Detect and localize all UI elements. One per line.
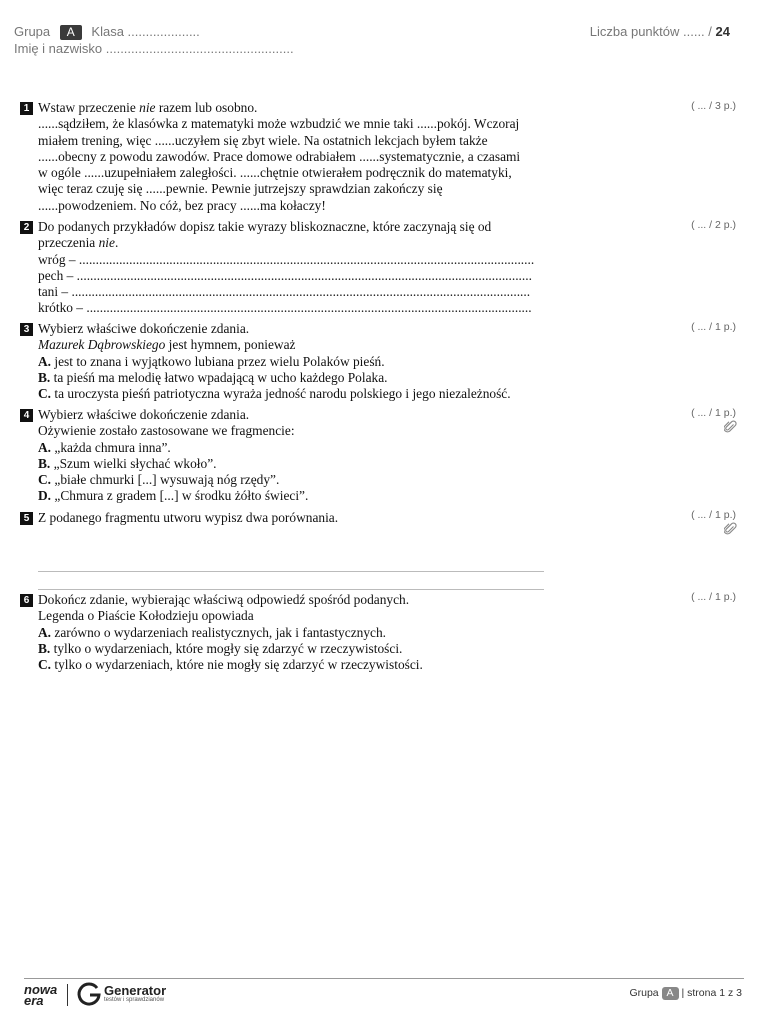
task-points: ( ... / 1 p.) bbox=[691, 321, 736, 333]
option-c[interactable] bbox=[38, 657, 565, 673]
task-instruction: Z podanego fragmentu utworu wypisz dwa porównania. bbox=[38, 510, 339, 525]
task-instruction: . bbox=[114, 235, 119, 251]
option-b[interactable] bbox=[38, 456, 565, 472]
answer-line[interactable]: krótko – ..................................................................................................................................... bbox=[38, 300, 532, 316]
points-label: Liczba punktów ...... / bbox=[589, 24, 712, 39]
option-d[interactable] bbox=[38, 488, 565, 504]
footer-group-badge: A bbox=[662, 987, 679, 1000]
answer-line[interactable] bbox=[38, 589, 544, 590]
header-group-class bbox=[14, 24, 200, 40]
task-text-line: ......sądziłem, że klasówka z matematyki może wzbudzić we mnie taki ......pokój. Wczoraj bbox=[38, 116, 520, 132]
task-instruction-emphasis: nie bbox=[98, 235, 115, 251]
task-instruction: razem lub osobno. bbox=[155, 100, 258, 115]
task-instruction-emphasis: nie bbox=[139, 100, 156, 115]
task-instruction: Wybierz właściwe dokończenie zdania. bbox=[38, 321, 250, 336]
option-letter: C. bbox=[38, 657, 52, 673]
option-letter: B. bbox=[38, 369, 51, 385]
logo-text: nowa bbox=[24, 982, 58, 997]
option-letter: C. bbox=[38, 472, 52, 488]
footer-group-label: Grupa bbox=[629, 987, 659, 999]
task-text-line: w ogóle ......uzupełniałem zaległości. ......chętnie otwierałem podręcznik do matematyki, bbox=[38, 165, 512, 181]
task-number: 3 bbox=[20, 323, 33, 336]
option-text: jest to znana i wyjątkowo lubiana przez wielu Polaków pieśń. bbox=[51, 353, 385, 369]
class-field: Klasa .................... bbox=[91, 24, 200, 39]
task-number: 1 bbox=[20, 102, 33, 115]
group-label: Grupa bbox=[14, 24, 51, 39]
points-total bbox=[590, 24, 730, 39]
group-badge: A bbox=[60, 25, 82, 40]
task-stem-emphasis: Mazurek Dąbrowskiego bbox=[38, 337, 166, 353]
option-text: „Chmura z gradem [...] w środku żółto świeci”. bbox=[51, 488, 309, 504]
task-stem: Legenda o Piaście Kołodzieju opowiada bbox=[38, 608, 254, 624]
task-points: ( ... / 1 p.) bbox=[691, 591, 736, 603]
logo-text: era bbox=[24, 993, 44, 1008]
option-text: „każda chmura inna”. bbox=[51, 439, 171, 455]
nowa-era-logo bbox=[24, 984, 57, 1006]
option-letter: D. bbox=[38, 488, 52, 504]
option-text: zarówno o wydarzeniach realistycznych, jak i fantastycznych. bbox=[51, 624, 387, 640]
page-info bbox=[629, 987, 742, 1000]
student-name-field: Imię i nazwisko .................................................... bbox=[14, 41, 294, 56]
footer-divider bbox=[24, 978, 744, 979]
generator-logo-icon bbox=[76, 981, 102, 1007]
task-2 bbox=[20, 219, 565, 317]
task-number: 4 bbox=[20, 409, 33, 422]
task-stem: Ożywienie zostało zastosowane we fragmencie: bbox=[38, 423, 295, 439]
task-4 bbox=[20, 407, 565, 505]
paperclip-icon[interactable] bbox=[724, 522, 737, 540]
option-text: tylko o wydarzeniach, które mogły się zdarzyć w rzeczywistości. bbox=[50, 640, 403, 656]
logo-separator bbox=[67, 984, 68, 1006]
answer-line[interactable]: wróg – ........................................................................................................................................ bbox=[38, 251, 535, 267]
paperclip-icon[interactable] bbox=[724, 420, 737, 438]
answer-line[interactable] bbox=[38, 571, 544, 572]
task-6 bbox=[20, 592, 565, 673]
generator-subtitle: testów i sprawdzianów bbox=[104, 997, 165, 1003]
task-text-line: miałem trening, więc ......uczyłem się zbyt wiele. Na ostatnich lekcjach byłem także bbox=[38, 132, 488, 148]
points-max: 24 bbox=[715, 24, 730, 39]
task-instruction: Do podanych przykładów dopisz takie wyrazy bliskoznaczne, które zaczynają się od bbox=[38, 219, 492, 234]
option-text: „białe chmurki [...] wysuwają nóg rzędy”. bbox=[51, 472, 280, 488]
option-c[interactable] bbox=[38, 386, 565, 402]
option-b[interactable] bbox=[38, 370, 565, 386]
task-5 bbox=[20, 510, 565, 526]
task-instruction: Wybierz właściwe dokończenie zdania. bbox=[38, 407, 250, 422]
answer-line[interactable]: pech – ........................................................................................................................................ bbox=[38, 267, 532, 283]
task-number: 6 bbox=[20, 594, 33, 607]
option-letter: C. bbox=[38, 386, 52, 402]
generator-title: Generator bbox=[104, 983, 167, 998]
task-instruction: Dokończ zdanie, wybierając właściwą odpowiedź spośród podanych. bbox=[38, 592, 410, 607]
option-text: tylko o wydarzeniach, które nie mogły się zdarzyć w rzeczywistości. bbox=[51, 657, 423, 673]
option-text: „Szum wielki słychać wkoło”. bbox=[50, 455, 217, 471]
page-number: | strona 1 z 3 bbox=[681, 987, 742, 999]
task-points: ( ... / 2 p.) bbox=[691, 219, 736, 231]
task-number: 2 bbox=[20, 221, 33, 234]
option-a[interactable] bbox=[38, 625, 565, 641]
option-letter: B. bbox=[38, 455, 51, 471]
option-a[interactable] bbox=[38, 440, 565, 456]
task-instruction: przeczenia bbox=[38, 235, 99, 251]
option-c[interactable] bbox=[38, 472, 565, 488]
option-a[interactable] bbox=[38, 354, 565, 370]
task-points: ( ... / 1 p.) bbox=[691, 509, 736, 521]
task-number: 5 bbox=[20, 512, 33, 525]
task-text-line: ......powodzeniem. No cóż, bez pracy ......ma kołaczy! bbox=[38, 197, 326, 213]
option-letter: B. bbox=[38, 640, 51, 656]
task-points: ( ... / 3 p.) bbox=[691, 100, 736, 112]
task-points: ( ... / 1 p.) bbox=[691, 407, 736, 419]
option-b[interactable] bbox=[38, 641, 565, 657]
task-instruction: Wstaw przeczenie bbox=[38, 100, 140, 115]
option-letter: A. bbox=[38, 439, 52, 455]
option-text: ta uroczysta pieśń patriotyczna wyraża jedność narodu polskiego i jego niezależność. bbox=[51, 386, 511, 402]
task-text-line: więc teraz czuję się ......pewnie. Pewnie jutrzejszy sprawdzian zakończy się bbox=[38, 181, 443, 197]
task-stem: jest hymnem, ponieważ bbox=[165, 337, 296, 353]
option-text: ta pieśń ma melodię łatwo wpadającą w ucho każdego Polaka. bbox=[50, 369, 388, 385]
task-3 bbox=[20, 321, 565, 402]
task-text-line: ......obecny z powodu zawodów. Prace domowe odrabiałem ......systematycznie, a czasami bbox=[38, 148, 521, 164]
option-letter: A. bbox=[38, 624, 52, 640]
task-1 bbox=[20, 100, 565, 214]
answer-line[interactable]: tani – ......................................................................................................................................... bbox=[38, 284, 531, 300]
option-letter: A. bbox=[38, 353, 52, 369]
